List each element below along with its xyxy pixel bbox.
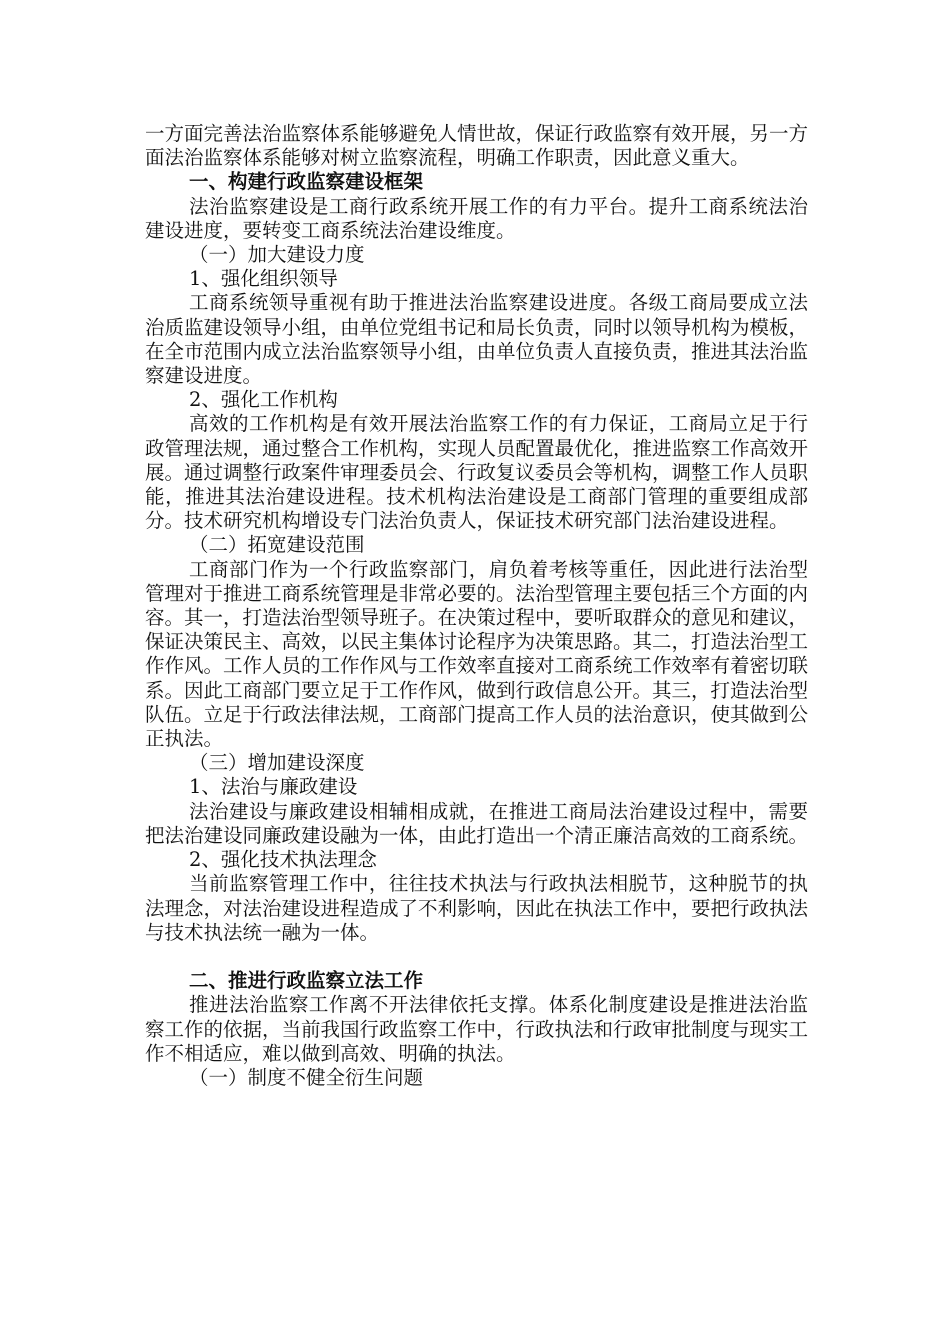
body-paragraph: 工商系统领导重视有助于推进法治监察建设进度。各级工商局要成立法治质监建设领导小组，由单位党组书记和局长负责，同时以领导机构为模板，在全市范围内成立法治监察领导小组，由单位负责人直接负责，推进其法治监察建设进度。 bbox=[145, 291, 809, 388]
blank-line bbox=[145, 945, 808, 969]
body-paragraph: 当前监察管理工作中，往往技术执法与行政执法相脱节，这种脱节的执法理念，对法治建设进程造成了不利影响，因此在执法工作中，要把行政执法与技术执法统一融为一体。 bbox=[145, 872, 809, 944]
subsection-heading: 2、强化工作机构 bbox=[189, 388, 338, 412]
body-paragraph: 法治监察建设是工商行政系统开展工作的有力平台。提升工商系统法治建设进度，要转变工商系统法治建设维度。 bbox=[145, 194, 808, 242]
section-heading: 一、构建行政监察建设框架 bbox=[189, 170, 424, 194]
subsection-heading: 2、强化技术执法理念 bbox=[189, 848, 377, 872]
body-paragraph: 工商部门作为一个行政监察部门，肩负着考核等重任，因此进行法治型管理对于推进工商系统管理是非常必要的。法治型管理主要包括三个方面的内容。其一，打造法治型领导班子。在决策过程中，要听取群众的意见和建议，保证决策民主、高效，以民主集体讨论程序为决策思路。其二，打造法治型工作作风。工作人员的工作作风与工作效率直接对工商系统工作效率有着密切联系。因此工商部门要立足于工作作风，做到行政信息公开。其三，打造法治型队伍。立足于行政法律法规，工商部门提高工作人员的法治意识，使其做到公正执法。 bbox=[145, 557, 809, 751]
body-paragraph: 推进法治监察工作离不开法律依托支撑。体系化制度建设是推进法治监察工作的依据，当前我国行政监察工作中，行政执法和行政审批制度与现实工作不相适应，难以做到高效、明确的执法。 bbox=[145, 993, 809, 1065]
body-paragraph: 一方面完善法治监察体系能够避免人情世故，保证行政监察有效开展，另一方面法治监察体系能够对树立监察流程，明确工作职责，因此意义重大。 bbox=[145, 122, 809, 170]
body-paragraph: 高效的工作机构是有效开展法治监察工作的有力保证，工商局立足于行政管理法规，通过整合工作机构，实现人员配置最优化，推进监察工作高效开展。通过调整行政案件审理委员会、行政复议委员会等机构，调整工作人员职能，推进其法治建设进程。技术机构法治建设是工商部门管理的重要组成部分。技术研究机构增设专门法治负责人，保证技术研究部门法治建设进程。 bbox=[145, 412, 809, 533]
subsection-heading: 1、强化组织领导 bbox=[189, 267, 338, 291]
body-paragraph: 法治建设与廉政建设相辅相成就，在推进工商局法治建设过程中，需要把法治建设同廉政建设融为一体，由此打造出一个清正廉洁高效的工商系统。 bbox=[145, 799, 809, 847]
document-body bbox=[145, 122, 808, 1090]
subsection-heading: （二）拓宽建设范围 bbox=[189, 533, 365, 557]
subsection-heading: （三）增加建设深度 bbox=[189, 751, 365, 775]
subsection-heading: （一）制度不健全衍生问题 bbox=[189, 1065, 424, 1089]
section-heading: 二、推进行政监察立法工作 bbox=[189, 969, 424, 993]
subsection-heading: （一）加大建设力度 bbox=[189, 243, 365, 267]
subsection-heading: 1、法治与廉政建设 bbox=[189, 775, 358, 799]
